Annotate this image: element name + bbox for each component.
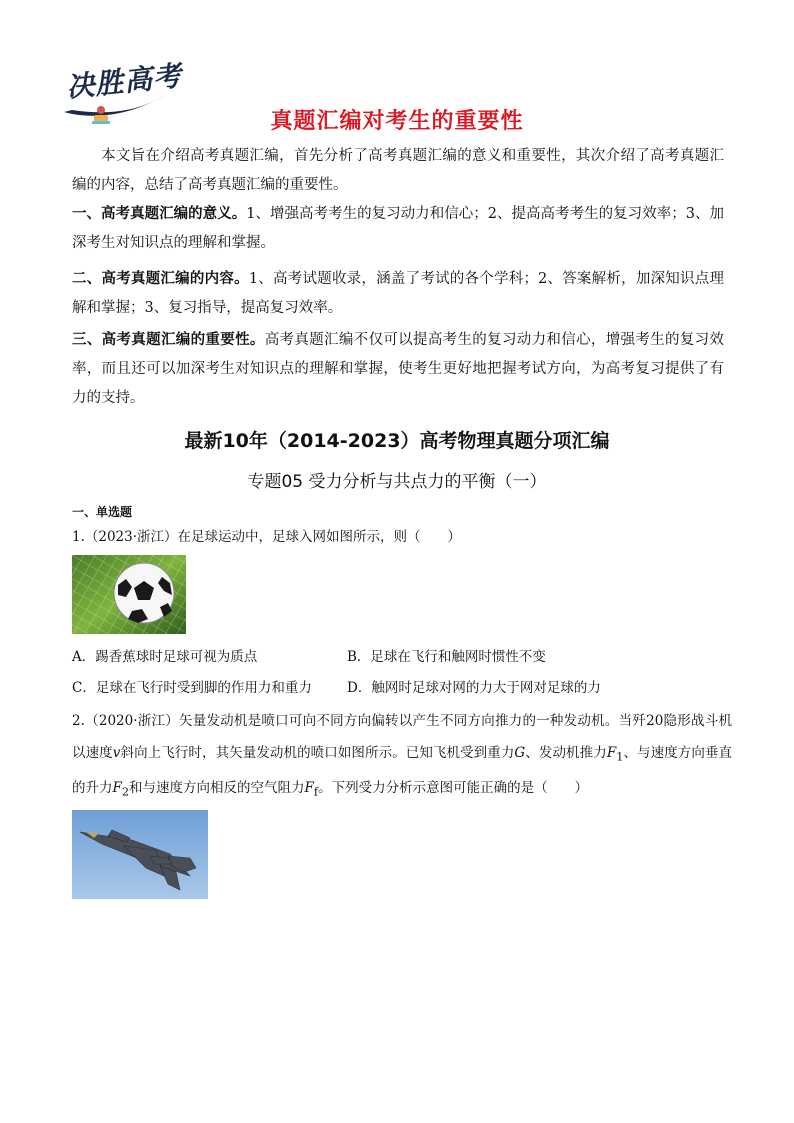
lift-symbol: F xyxy=(112,779,122,796)
thrust-symbol: F xyxy=(606,744,617,761)
logo-text: 决胜高考 xyxy=(64,59,184,104)
compilation-title: 最新10年（2014-2023）高考物理真题分项汇编 xyxy=(184,430,610,452)
fighter-jet-image xyxy=(72,810,208,899)
drag-subscript: f xyxy=(313,785,319,799)
question-1-option-a: A．踢香蕉球时足球可视为质点 xyxy=(72,649,258,665)
question-2-text-6: 。下列受力分析示意图可能正确的是（ ） xyxy=(318,779,589,796)
gravity-symbol: G xyxy=(514,744,526,761)
question-1-option-c: C．足球在飞行时受到脚的作用力和重力 xyxy=(72,680,312,696)
question-2-text-4: 、与速度方向垂直的升力 xyxy=(72,744,733,796)
question-1-option-b: B．足球在飞行和触网时惯性不变 xyxy=(347,649,546,665)
section-3-body: 高考真题汇编不仅可以提高考生的复习动力和信心，增强考生的复习效率，而且还可以加深考生对知识点的理解和掌握，使考生更好地把握考试方向，为高考复习提供了有力的支持。 xyxy=(72,332,724,406)
velocity-symbol: v xyxy=(112,744,121,761)
question-1-stem: 1.（2023·浙江）在足球运动中，足球入网如图所示，则（ ） xyxy=(72,529,462,545)
question-2-text-1: 2.（2020·浙江）矢量发动机是喷口可向不同方向偏转以产生不同方向推力的一种发动机。当歼20隐形战斗机以速度 xyxy=(72,713,732,761)
document-title: 真题汇编对考生的重要性 xyxy=(270,109,524,134)
section-1-body: 1、增强高考考生的复习动力和信心；2、提高高考考生的复习效率；3、加深考生对知识点的理解和掌握。 xyxy=(72,206,724,251)
question-1-option-d: D．触网时足球对网的力大于网对足球的力 xyxy=(347,680,601,696)
single-choice-heading: 一、单选题 xyxy=(72,505,133,519)
intro-paragraph: 本文旨在介绍高考真题汇编，首先分析了高考真题汇编的意义和重要性，其次介绍了高考真题汇编的内容，总结了高考真题汇编的重要性。 xyxy=(72,148,724,193)
thrust-subscript: 1 xyxy=(616,750,624,764)
question-2-text-3: 、发动机推力 xyxy=(525,744,607,761)
section-2 xyxy=(72,265,724,323)
topic-subtitle: 专题05 受力分析与共点力的平衡（一） xyxy=(247,472,547,492)
question-2-text-5: 和与速度方向相反的空气阻力 xyxy=(129,779,305,796)
section-1-heading: 一、高考真题汇编的意义。 xyxy=(72,206,247,222)
section-2-heading: 二、高考真题汇编的内容。 xyxy=(72,271,249,287)
lift-subscript: 2 xyxy=(121,785,130,799)
section-3 xyxy=(72,326,724,413)
question-2-text-2: 斜向上飞行时，其矢量发动机的喷口如图所示。已知飞机受到重力 xyxy=(120,744,515,761)
section-2-body: 1、高考试题收录，涵盖了考试的各个学科；2、答案解析，加深知识点理解和掌握；3、复习指导，提高复习效率。 xyxy=(72,271,725,316)
soccer-ball-image xyxy=(72,555,186,634)
section-3-heading: 三、高考真题汇编的重要性。 xyxy=(72,332,265,348)
question-2-stem xyxy=(72,706,732,808)
drag-symbol: F xyxy=(304,779,314,796)
section-1 xyxy=(72,200,724,258)
